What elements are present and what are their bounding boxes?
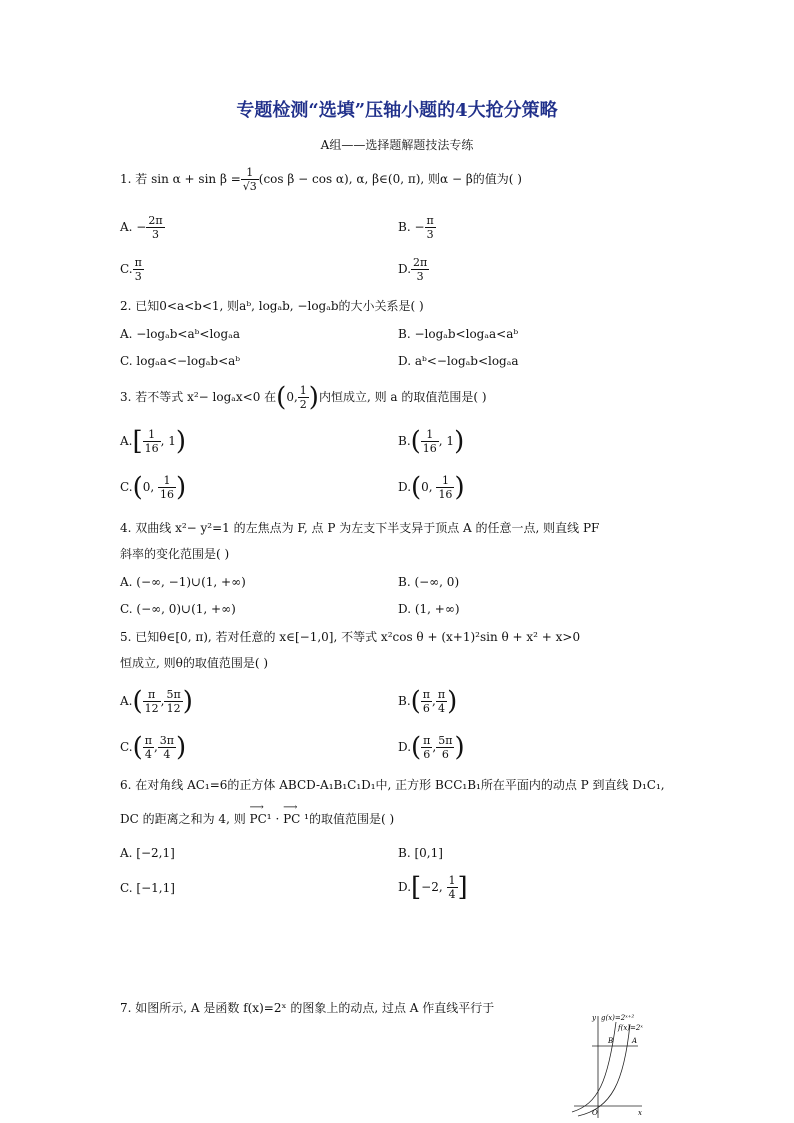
q5-a-right: ) <box>182 686 193 717</box>
q5-a-num2: 5π <box>166 688 181 701</box>
q5-d-den1: 6 <box>423 748 431 761</box>
q5-b-num2: π <box>437 688 446 701</box>
q3-c-frac <box>158 474 176 501</box>
q1-d-den: 3 <box>416 270 424 283</box>
q5-d-comma: , <box>432 740 437 754</box>
q3-b-frac <box>421 428 439 455</box>
f-function-label: f(x)=2ˣ <box>618 1024 643 1032</box>
q5-c-right: ) <box>176 732 187 763</box>
q3-a-label: A. <box>120 434 133 448</box>
q1-a-num: 2π <box>148 214 163 227</box>
q2-option-c[interactable]: C. logₐa<−logₐb<aᵇ <box>120 354 241 368</box>
question-4-line2: 斜率的变化范围是( ) <box>120 547 230 561</box>
q1-frac-num: 1 <box>241 166 259 180</box>
q1-option-b[interactable] <box>398 214 436 241</box>
q4-option-b[interactable]: B. (−∞, 0) <box>398 575 460 589</box>
q1-stem-a: 1. 若 sin α + sin β = <box>120 172 241 186</box>
q3-d-num: 1 <box>436 474 454 488</box>
q3-c-den: 16 <box>160 488 174 501</box>
q5-c-num1: π <box>144 734 152 747</box>
q3-d-frac <box>436 474 454 501</box>
q3-d-label: D. <box>398 480 412 494</box>
question-3-stem <box>120 384 487 411</box>
q3-c-a: 0, <box>142 480 158 494</box>
q1-b-den: 3 <box>426 228 434 241</box>
page-title: 专题检测“选填”压轴小题的4大抢分策略 <box>236 100 558 121</box>
q5-d-frac1 <box>421 734 432 761</box>
q3-a-rest: , 1 <box>160 434 176 448</box>
q3-option-a[interactable] <box>120 428 186 455</box>
q5-c-comma: , <box>153 740 158 754</box>
q3-int-den: 2 <box>299 398 307 411</box>
q2-option-d[interactable]: D. aᵇ<−logₐb<logₐa <box>398 354 519 368</box>
q3-d-den: 16 <box>438 488 453 501</box>
q1-stem-b: (cos β − cos α), α, β∈(0, π), 则α − β的值为( ) <box>258 172 522 186</box>
q6-d-right: ] <box>457 872 468 903</box>
q6-d-frac <box>447 874 458 901</box>
q1-c-frac <box>133 256 144 283</box>
q1-c-den: 3 <box>134 270 142 283</box>
q5-a-comma: , <box>160 694 165 708</box>
q1-option-a[interactable] <box>120 214 165 241</box>
q3-option-d[interactable] <box>398 474 465 501</box>
section-subtitle: A组——选择题解题技法专练 <box>320 138 474 152</box>
q2-option-a[interactable]: A. −logₐb<aᵇ<logₐa <box>120 327 240 341</box>
q5-a-den1: 12 <box>144 702 159 715</box>
q1-b-num: π <box>426 214 434 227</box>
q6-option-a[interactable]: A. [−2,1] <box>120 846 175 860</box>
q3-b-rest: , 1 <box>438 434 455 448</box>
question-6-line2 <box>120 811 394 827</box>
q3-d-right: ) <box>454 472 465 503</box>
q3-d-a: 0, <box>421 480 437 494</box>
q5-a-frac1 <box>143 688 161 715</box>
q5-b-label: B. <box>398 694 411 708</box>
q5-d-den2: 6 <box>441 748 449 761</box>
q3-b-num: 1 <box>421 428 439 442</box>
origin-label: O <box>592 1109 598 1117</box>
q6-d-label: D. <box>398 880 412 894</box>
q6-dot: · <box>275 812 280 826</box>
y-axis-label: y <box>592 1014 596 1022</box>
q5-a-num1: π <box>143 688 161 702</box>
q3-a-left: [ <box>132 426 143 457</box>
q1-b-label: B. − <box>398 220 425 234</box>
q5-d-right: ) <box>454 732 465 763</box>
q6-option-d[interactable] <box>398 874 468 901</box>
question-2-stem: 2. 已知0<a<b<1, 则aᵇ, logₐb, −logₐb的大小关系是( ) <box>120 299 424 313</box>
q5-b-right: ) <box>447 686 458 717</box>
q3-int-frac <box>298 384 309 411</box>
q5-a-label: A. <box>120 694 133 708</box>
q3-a-right: ) <box>175 426 187 457</box>
q3-stem-a: 3. 若不等式 x²− logₐx<0 在 <box>120 390 277 404</box>
q5-c-frac2 <box>158 734 176 761</box>
q1-c-label: C. <box>120 262 133 276</box>
q1-a-den: 3 <box>151 228 159 241</box>
q4-option-c[interactable]: C. (−∞, 0)∪(1, +∞) <box>120 602 236 616</box>
question-6-line1: 6. 在对角线 AC₁=6的正方体 ABCD-A₁B₁C₁D₁中, 正方形 BCC₁B₁所在平面内的动点 P 到直线 D₁C₁, <box>120 778 665 792</box>
q2-option-b[interactable]: B. −logₐb<logₐa<aᵇ <box>398 327 519 341</box>
q6-line2-b: 的取值范围是( ) <box>308 812 395 826</box>
x-axis-label: x <box>638 1109 642 1117</box>
curve-g <box>572 1022 616 1112</box>
q5-b-left: ( <box>410 686 421 717</box>
curve-f <box>578 1024 630 1116</box>
q3-c-right: ) <box>176 472 187 503</box>
q5-b-comma: , <box>432 694 436 708</box>
q1-a-label: A. − <box>120 220 147 234</box>
q3-b-label: B. <box>398 434 411 448</box>
q5-b-num1: π <box>422 688 431 701</box>
q3-stem-b: 内恒成立, 则 a 的取值范围是( ) <box>318 390 487 404</box>
q5-b-den2: 4 <box>437 702 445 715</box>
q3-b-right: ) <box>454 426 465 457</box>
q5-c-label: C. <box>120 740 133 754</box>
q3-a-num: 1 <box>143 428 161 442</box>
q3-d-left: ( <box>411 472 422 503</box>
q4-option-a[interactable]: A. (−∞, −1)∪(1, +∞) <box>120 575 246 589</box>
q6-vector-1: ⟶ PC¹ <box>250 811 272 827</box>
q3-b-den: 16 <box>422 442 437 455</box>
q1-d-num: 2π <box>413 256 428 269</box>
q5-option-d[interactable] <box>398 734 465 761</box>
q1-d-frac <box>411 256 429 283</box>
function-graph-figure <box>568 1012 646 1120</box>
q3-int-left: ( <box>276 382 287 413</box>
question-7-line1: 7. 如图所示, A 是函数 f(x)=2ˣ 的图象上的动点, 过点 A 作直线平行于 <box>120 1001 495 1015</box>
q1-d-label: D. <box>398 262 412 276</box>
q6-d-num: 1 <box>448 874 456 887</box>
q1-c-num: π <box>134 256 142 269</box>
q6-vector-2: ⟶ PC ¹ <box>283 811 309 827</box>
question-1-stem <box>120 166 522 193</box>
q6-d-a: −2, <box>421 880 447 894</box>
q5-d-left: ( <box>411 732 422 763</box>
q5-c-den2: 4 <box>163 748 171 761</box>
q6-line2-a: DC 的距离之和为 4, 则 <box>120 812 246 826</box>
q5-c-left: ( <box>132 732 143 763</box>
q5-b-den1: 6 <box>422 702 430 715</box>
q5-c-num2: 3π <box>159 734 175 747</box>
q6-d-den: 4 <box>448 888 456 901</box>
question-5-line1: 5. 已知θ∈[0, π), 若对任意的 x∈[−1,0], 不等式 x²cos θ + (x+1)²sin θ + x² + x>0 <box>120 630 581 644</box>
q5-b-frac2 <box>436 688 447 715</box>
q3-b-left: ( <box>410 426 421 457</box>
q1-fraction <box>241 166 259 193</box>
q4-option-d[interactable]: D. (1, +∞) <box>398 602 460 616</box>
q3-a-frac <box>143 428 161 455</box>
q3-c-left: ( <box>132 472 143 503</box>
q1-a-frac <box>146 214 164 241</box>
q6-option-b[interactable]: B. [0,1] <box>398 846 443 860</box>
point-b-label: B <box>608 1037 614 1045</box>
q1-b-frac <box>425 214 436 241</box>
q3-option-b[interactable] <box>398 428 464 455</box>
q5-d-label: D. <box>398 740 412 754</box>
q1-option-d[interactable] <box>398 256 429 283</box>
q5-option-c[interactable] <box>120 734 186 761</box>
q6-d-left: [ <box>411 872 422 903</box>
q3-int-a: 0, <box>286 390 298 404</box>
q5-a-left: ( <box>132 686 143 717</box>
q5-a-den2: 12 <box>166 702 181 715</box>
q5-a-frac2 <box>164 688 182 715</box>
q5-d-num1: π <box>423 734 431 747</box>
g-function-label: g(x)=2ˣ⁺² <box>601 1014 635 1022</box>
q6-option-c[interactable]: C. [−1,1] <box>120 881 175 895</box>
q5-d-frac2 <box>436 734 454 761</box>
q5-c-frac1 <box>143 734 154 761</box>
q3-c-label: C. <box>120 480 133 494</box>
q3-int-right: ) <box>308 382 319 413</box>
q5-option-a[interactable] <box>120 688 193 715</box>
q3-c-num: 1 <box>158 474 176 488</box>
point-a-label: A <box>632 1037 638 1045</box>
q5-c-den1: 4 <box>144 748 152 761</box>
q3-a-den: 16 <box>144 442 159 455</box>
q5-d-num2: 5π <box>438 734 453 747</box>
q3-option-c[interactable] <box>120 474 186 501</box>
q5-option-b[interactable] <box>398 688 457 715</box>
question-4-line1: 4. 双曲线 x²− y²=1 的左焦点为 F, 点 P 为左支下半支异于顶点 A 的任意一点, 则直线 PF <box>120 521 600 535</box>
question-5-line2: 恒成立, 则θ的取值范围是( ) <box>120 656 269 670</box>
q1-option-c[interactable] <box>120 256 144 283</box>
q3-int-num: 1 <box>299 384 307 397</box>
q1-frac-den: √3 <box>242 180 257 193</box>
q5-b-frac1 <box>421 688 432 715</box>
